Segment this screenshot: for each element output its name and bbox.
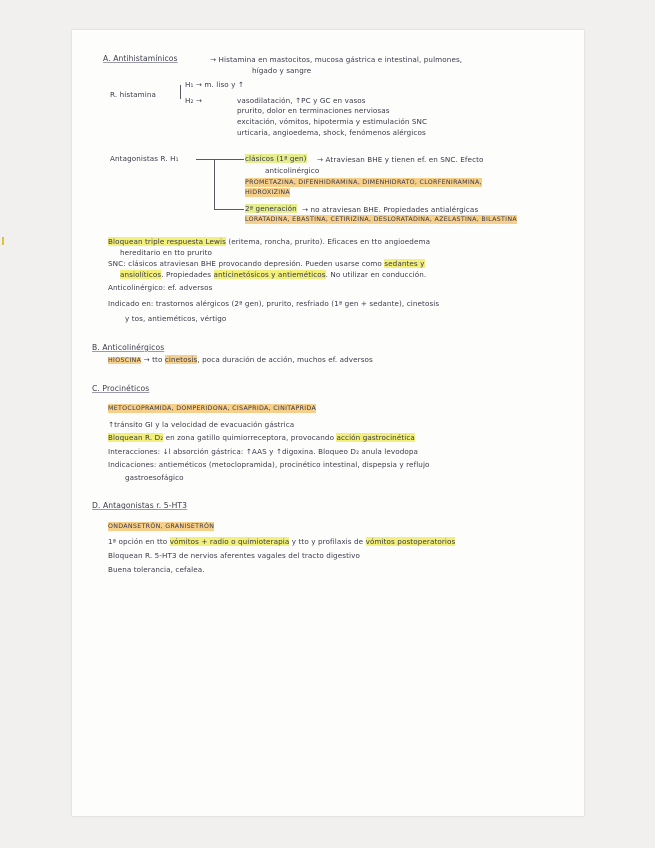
gen1-text-2: anticolinérgico <box>265 166 320 175</box>
antagonists-h1-label: Antagonistas R. H₁ <box>110 154 179 163</box>
section-d-heading: D. Antagonistas r. 5-HT3 <box>92 501 188 510</box>
a-para-3-text: SNC: clásicos atraviesan BHE provocando depresión. Pueden usarse como <box>108 259 382 268</box>
a-para-2: hereditario en tto prurito <box>120 248 213 257</box>
section-a-line-1: → Histamina en mastocitos, mucosa gástrica e intestinal, pulmones, <box>210 55 463 64</box>
section-c-drugs: METOCLOPRAMIDA, DOMPERIDONA, CISAPRIDA, CINITAPRIDA <box>108 405 317 412</box>
antagonists-connector <box>196 159 214 160</box>
gen1-label: clásicos (1ª gen) <box>245 154 307 163</box>
a-para-6: Indicado en: trastornos alérgicos (2ª gen), prurito, resfriado (1ª gen + sedante), cinetosis <box>108 299 440 308</box>
section-b-rest: , poca duración de acción, muchos ef. adversos <box>197 355 373 364</box>
section-c-line-3: Interacciones: ↓l absorción gástrica: ↑AAS y ↑digoxina. Bloqueo D₂ anula levodopa <box>108 447 419 456</box>
ansioliticos-highlight: ansiolíticos <box>120 270 162 279</box>
h2-detail-4: urticaria, angioedema, shock, fenómenos alérgicos <box>237 128 426 137</box>
section-a-heading: A. Antihistamínicos <box>103 54 178 63</box>
a-para-4 <box>120 270 426 279</box>
section-d-line-2: Bloquean R. 5-HT3 de nervios aferentes vagales del tracto digestivo <box>108 551 360 560</box>
bloquean-d2-highlight: Bloquean R. D₂ <box>108 433 164 442</box>
h2-detail-3: excitación, vómitos, hipotermia y estimulación SNC <box>237 117 428 126</box>
gen1-connector <box>214 159 244 160</box>
section-b-heading: B. Anticolinérgicos <box>92 343 165 352</box>
cinetosis-highlight: cinetosis <box>164 355 198 364</box>
section-a-line-2: hígado y sangre <box>252 66 312 75</box>
gen2-connector <box>214 209 244 210</box>
gastrocinetica-highlight: acción gastrocinética <box>336 433 415 442</box>
h2-detail-2: prurito, dolor en terminaciones nerviosas <box>237 106 390 115</box>
section-c-line-2-mid: en zona gatillo quimiorreceptora, provocando <box>165 433 335 442</box>
postoperatorios-highlight: vómitos postoperatorios <box>365 537 456 546</box>
section-c-line-5: gastroesofágico <box>125 473 184 482</box>
section-b-arrow: → tto <box>143 355 163 364</box>
gen1-drugs-2: HIDROXIZINA <box>245 189 291 196</box>
a-para-1-rest: (eritema, roncha, prurito). Eficaces en tto angioedema <box>228 237 431 246</box>
receptors-label: R. histamina <box>110 90 156 99</box>
gen2-drugs: LORATADINA, EBASTINA, CETIRIZINA, DESLORATADINA, AZELASTINA, BILASTINA <box>245 216 517 223</box>
gen2-text: → no atraviesan BHE. Propiedades antialérgicas <box>302 205 479 214</box>
section-d-line-1-mid: y tto y profilaxis de <box>291 537 364 546</box>
lewis-highlight: Bloquean triple respuesta Lewis <box>108 237 226 246</box>
a-para-5: Anticolinérgico: ef. adversos <box>108 283 213 292</box>
a-para-3 <box>108 259 425 268</box>
quimioterapia-highlight: vómitos + radio o quimioterapia <box>169 537 290 546</box>
sedantes-highlight: sedantes y <box>384 259 425 268</box>
h2-line: H₂ → <box>185 96 202 105</box>
section-c-line-4: Indicaciones: antieméticos (metoclopramida), procinético intestinal, dispepsia y reflujo <box>108 460 430 469</box>
receptors-brace <box>180 85 181 99</box>
section-d-line-3: Buena tolerancia, cefalea. <box>108 565 205 574</box>
a-para-7: y tos, antieméticos, vértigo <box>125 314 227 323</box>
hioscina-drug: HIOSCINA <box>108 357 142 364</box>
section-d-line-1-start: 1ª opción en tto <box>108 537 168 546</box>
section-c-heading: C. Procinéticos <box>92 384 150 393</box>
section-d-line-1 <box>108 537 455 546</box>
section-d-drugs: ONDANSETRÓN, GRANISETRÓN <box>108 523 215 530</box>
margin-mark <box>2 237 4 245</box>
a-para-1 <box>108 237 430 246</box>
h2-detail-1: vasodilatación, ↑PC y GC en vasos <box>237 96 366 105</box>
gen1-text: → Atraviesan BHE y tienen ef. en SNC. Efecto <box>317 155 484 164</box>
anticinetosicos-highlight: anticinetósicos y antieméticos <box>213 270 326 279</box>
a-para-4-end: . No utilizar en conducción. <box>325 270 427 279</box>
antagonists-brace <box>214 159 215 209</box>
section-b-line <box>108 355 373 365</box>
section-c-line-2 <box>108 433 415 442</box>
gen2-label: 2ª generación <box>245 204 297 213</box>
section-c-line-1: ↑tránsito GI y la velocidad de evacuación gástrica <box>108 420 295 429</box>
gen1-drugs-1: PROMETAZINA, DIFENHIDRAMINA, DIMENHIDRATO, CLORFENIRAMINA, <box>245 179 482 186</box>
h1-line: H₁ → m. liso y ↑ <box>185 80 245 89</box>
a-para-4-mid: . Propiedades <box>161 270 212 279</box>
